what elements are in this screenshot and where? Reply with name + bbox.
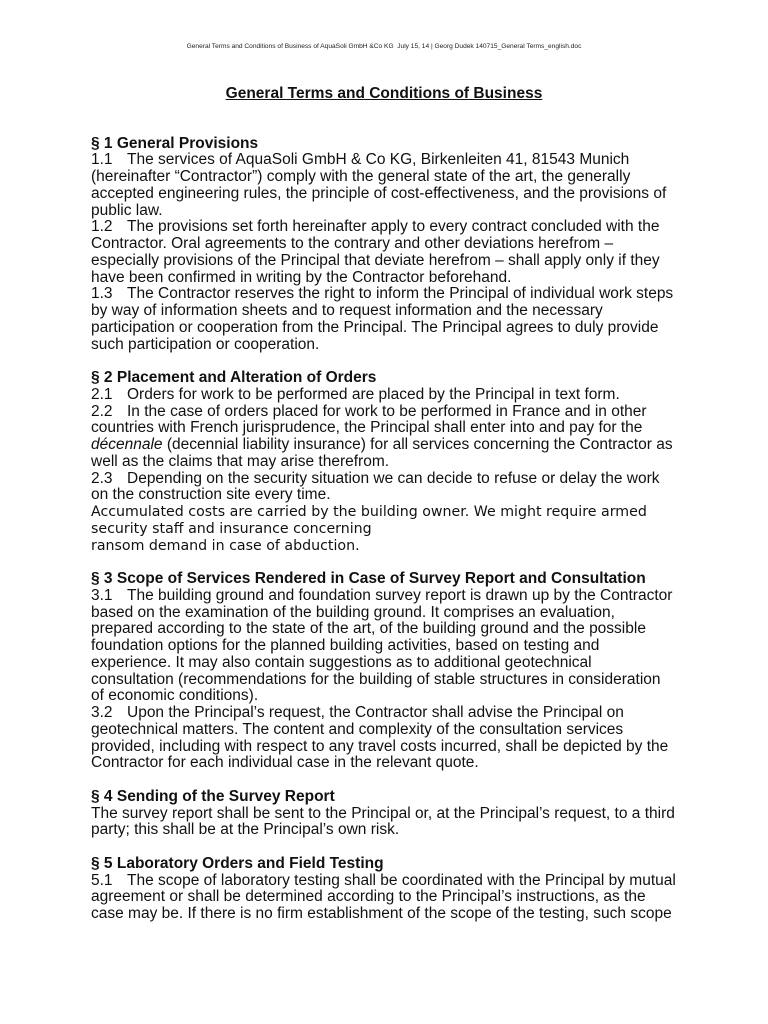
text-line: public law. bbox=[91, 201, 163, 219]
clause-2-1 bbox=[91, 387, 731, 404]
line-text: In the case of orders placed for work to be performed in France and in other bbox=[127, 402, 647, 420]
text-line: by way of information sheets and to request information and the necessary bbox=[91, 302, 603, 320]
text-line: Contractor. Oral agreements to the contrary and other deviations herefrom – bbox=[91, 235, 614, 253]
text-line bbox=[91, 471, 731, 488]
clause-2-2 bbox=[91, 404, 731, 471]
text-line: participation or cooperation from the Principal. The Principal agrees to duly provide bbox=[91, 318, 659, 336]
line-text: The building ground and foundation survey report is drawn up by the Contractor bbox=[127, 586, 673, 604]
section-scope-of-services bbox=[91, 571, 731, 772]
note-line: ransom demand in case of abduction. bbox=[91, 537, 360, 554]
clause-2-3 bbox=[91, 471, 731, 505]
text-line: countries with French jurisprudence, the Principal shall enter into and pay for the bbox=[91, 419, 643, 437]
text-line: especially provisions of the Principal that deviate herefrom – shall apply only if they bbox=[91, 251, 660, 269]
section-heading: § 2 Placement and Alteration of Orders bbox=[91, 369, 377, 387]
document-title: General Terms and Conditions of Business bbox=[225, 84, 543, 102]
section-sending-survey-report bbox=[91, 789, 731, 839]
clause-number: 2.1 bbox=[91, 385, 113, 403]
note-line: Accumulated costs are carried by the building owner. We might require armed bbox=[91, 504, 647, 521]
text-line bbox=[91, 286, 731, 303]
clause-1-2 bbox=[91, 219, 731, 286]
text-line: based on the examination of the building ground. It comprises an evaluation, bbox=[91, 603, 615, 621]
text-line bbox=[91, 404, 731, 421]
text-line bbox=[91, 705, 731, 722]
clause-5-1 bbox=[91, 873, 731, 923]
clause-3-2 bbox=[91, 705, 731, 772]
text-line: on the construction site every time. bbox=[91, 486, 331, 504]
text-line: foundation options for the planned building activities, based on testing and bbox=[91, 637, 600, 655]
text-line: well as the claims that may arise therefrom. bbox=[91, 452, 390, 470]
text-line: The survey report shall be sent to the Principal or, at the Principal’s request, to a third bbox=[91, 804, 675, 822]
line-text: (decennial liability insurance) for all services concerning the Contractor as bbox=[162, 436, 673, 454]
security-note bbox=[91, 504, 731, 554]
text-line: geotechnical matters. The content and complexity of the consultation services bbox=[91, 720, 624, 738]
clause-number: 1.3 bbox=[91, 285, 113, 303]
clause-number: 1.2 bbox=[91, 218, 113, 236]
text-line: experience. It may also contain suggestions as to additional geotechnical bbox=[91, 653, 592, 671]
text-line: accepted engineering rules, the principle of cost-effectiveness, and the provisions of bbox=[91, 184, 667, 202]
running-header: General Terms and Conditions of Business of AquaSoli GmbH &Co KG July 15, 14 | Georg Dudek 140715_General Terms_english.doc bbox=[186, 43, 582, 50]
line-text: The Contractor reserves the right to inform the Principal of individual work steps bbox=[127, 285, 674, 303]
text-line: (hereinafter “Contractor”) comply with the general state of the art, the generally bbox=[91, 168, 631, 186]
clause-number: 2.3 bbox=[91, 469, 113, 487]
clause-number: 3.2 bbox=[91, 704, 113, 722]
line-text: Depending on the security situation we can decide to refuse or delay the work bbox=[127, 469, 660, 487]
text-line bbox=[91, 219, 731, 236]
text-line: such participation or cooperation. bbox=[91, 335, 320, 353]
line-text: The scope of laboratory testing shall be coordinated with the Principal by mutual bbox=[127, 871, 676, 889]
text-line: case may be. If there is no firm establishment of the scope of the testing, such scope bbox=[91, 905, 672, 923]
clause-number: 5.1 bbox=[91, 871, 113, 889]
line-text: The provisions set forth hereinafter apply to every contract concluded with the bbox=[127, 218, 660, 236]
clause-number: 1.1 bbox=[91, 151, 113, 169]
italic-term: décennale bbox=[91, 436, 163, 454]
line-text: The services of AquaSoli GmbH & Co KG, Birkenleiten 41, 81543 Munich bbox=[127, 151, 630, 169]
clause-number: 2.2 bbox=[91, 402, 113, 420]
section-laboratory-orders-field-testing bbox=[91, 856, 731, 923]
clause-4 bbox=[91, 806, 731, 840]
text-line bbox=[91, 387, 731, 404]
text-line: have been confirmed in writing by the Contractor beforehand. bbox=[91, 268, 512, 286]
text-line: party; this shall be at the Principal’s own risk. bbox=[91, 821, 400, 839]
section-heading: § 1 General Provisions bbox=[91, 134, 259, 152]
note-line: security staff and insurance concerning bbox=[91, 520, 372, 537]
text-line: of economic conditions). bbox=[91, 687, 259, 705]
document-body bbox=[91, 136, 731, 923]
clause-number: 3.1 bbox=[91, 586, 113, 604]
text-line: provided, including with respect to any travel costs incurred, shall be depicted by the bbox=[91, 737, 669, 755]
section-heading: § 5 Laboratory Orders and Field Testing bbox=[91, 854, 384, 872]
section-placement-alteration-orders bbox=[91, 370, 731, 554]
text-line bbox=[91, 873, 731, 890]
text-line: agreement or shall be determined according to the Principal’s instructions, as the bbox=[91, 888, 646, 906]
text-line: consultation (recommendations for the building of stable structures in consideration bbox=[91, 670, 661, 688]
section-general-provisions bbox=[91, 136, 731, 354]
section-heading: § 4 Sending of the Survey Report bbox=[91, 787, 335, 805]
text-line bbox=[91, 588, 731, 605]
clause-3-1 bbox=[91, 588, 731, 705]
clause-1-3 bbox=[91, 286, 731, 353]
text-line bbox=[91, 437, 731, 454]
text-line: Contractor for each individual case in the relevant quote. bbox=[91, 754, 479, 772]
line-text: Orders for work to be performed are placed by the Principal in text form. bbox=[127, 385, 620, 403]
text-line bbox=[91, 152, 731, 169]
clause-1-1 bbox=[91, 152, 731, 219]
text-line: prepared according to the state of the art, of the building ground and the possible bbox=[91, 620, 646, 638]
line-text: Upon the Principal’s request, the Contractor shall advise the Principal on bbox=[127, 704, 624, 722]
section-heading: § 3 Scope of Services Rendered in Case of Survey Report and Consultation bbox=[91, 570, 646, 588]
